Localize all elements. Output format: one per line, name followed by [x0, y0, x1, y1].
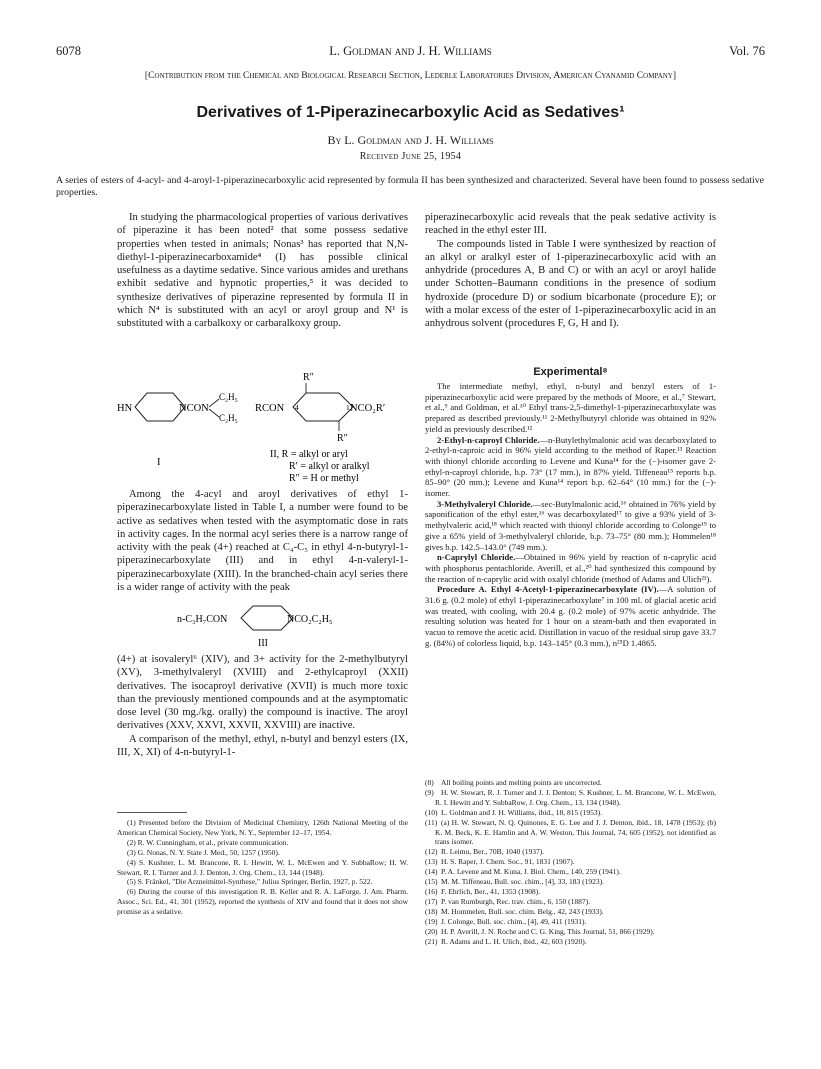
footnote-4: (4) S. Kushner, L. M. Brancone, R. I. Hewitt, W. L. McEwen and Y. SubbaRow; H. W. Stewart, R. I. Turner and J. J. Denton, J. Org. Chem., 13, 144 (1948). — [117, 857, 408, 877]
structure-II-n4: 4 — [295, 403, 299, 412]
reference-number: (20) — [425, 926, 438, 936]
reference-15 — [425, 877, 716, 887]
procedure-a-heading: Procedure A. Ethyl 4-Acetyl-1-piperazinecarboxylate (IV). — [437, 584, 659, 595]
reference-number: (15) — [425, 877, 438, 887]
reference-text: R. Adams and L. H. Ulich, ibid., 42, 603 (1920). — [441, 936, 587, 946]
received-date: Received June 25, 1954 — [359, 151, 462, 162]
procedure-a-paragraph — [425, 584, 716, 648]
reference-19 — [425, 917, 716, 927]
structure-II-r2: R″ = H or methyl — [289, 473, 359, 484]
structure-II-n1: 1 — [346, 403, 350, 412]
caprylyl-text: —Obtained in 96% yield by reaction of n-caprylic acid with phosphorus pentachloride. Averill, et al.,²⁰ had synthesized this compound by the reaction of n-caprylic acid with oxalyl chloride (method of Adams and Ulich²¹). — [425, 552, 716, 584]
reference-number: (14) — [425, 867, 438, 877]
reference-number: (16) — [425, 886, 438, 896]
structure-II-r1: R′ = alkyl or aralkyl — [289, 461, 370, 472]
structure-III-right: NCO₂C₂H₅ — [287, 614, 333, 625]
structure-I-ethyl-2: C₂H₅ — [219, 413, 238, 423]
structure-I-ethyl-1: C₂H₅ — [219, 392, 238, 402]
reference-number: (10) — [425, 807, 438, 817]
reference-text: P. van Rumburgh, Rec. trav. chim., 6, 150 (1887). — [441, 896, 590, 906]
methylvaleryl-heading: 3-Methylvaleryl Chloride. — [437, 498, 533, 509]
structure-I — [117, 392, 238, 468]
reference-number: (19) — [425, 916, 438, 926]
ethylcaproyl-text: —n-Butylethylmalonic acid was decarboxylated to 2-ethyl-n-caproic acid in 96% yield according to the method of Raper.¹³ Reaction with thionyl chloride according to Levene and Kuna¹⁴ for the (−)-isomer gave 2-ethyl-n-caproyl chloride, b.p. 73° (17 mm.), in 87% yield. Tiffeneau¹⁵ reports b.p. 85–90° (20 mm.); Levene and Kuna¹⁴ report b.p. 62–64° (10 mm.) for the (−)-isomer. — [425, 434, 717, 499]
structure-II-rcon: RCON — [255, 403, 285, 414]
reference-20 — [425, 927, 716, 937]
reference-number: (12) — [425, 847, 438, 857]
reference-number: (21) — [425, 936, 438, 946]
structure-III-label: III — [258, 638, 268, 649]
reference-14 — [425, 867, 716, 877]
experimental-intro: The intermediate methyl, ethyl, n-butyl and benzyl esters of 1-piperazinecarboxylic acid were prepared by the methods of Moore, et al.,⁷ Stewart, et al.,⁹ and Goldman, et al.¹⁰ Ethyl trans-2,5-dimethyl-1-piperazinecarboxylate was prepared as described previously.¹¹ 2-Methylbutyryl chloride was obtained in 92% yield as previously described.¹² — [425, 381, 716, 434]
methylvaleryl-text: —sec-Butylmalonic acid,¹⁶ obtained in 76% yield by saponification of the ethyl ester,¹⁶ was decarboxylated¹⁷ to give a 93% yield of 3-methylvaleric acid,¹⁸ which reacted with thionyl chloride according to Colonge¹⁹ to give a 65% yield of 3-methylvaleryl chloride, b.p. 73–75° (80 mm.); Hommelen¹⁸ gives b.p. 142.5–143.0° (749 mm.). — [425, 498, 716, 552]
reference-number: (17) — [425, 896, 438, 906]
footnote-3: (3) G. Nonas, N. Y. State J. Med., 50, 1257 (1950). — [127, 847, 280, 857]
abstract: A series of esters of 4-acyl- and 4-aroyl-1-piperazinecarboxylic acid represented by formula II has been synthesized and characterized. Several have been found to possess sedative properties. — [56, 175, 764, 198]
footnote-1: (1) Presented before the Division of Medicinal Chemistry, 126th National Meeting of the American Chemical Society, New York, N. Y., September 12–17, 1954. — [117, 818, 408, 837]
reference-number: (13) — [425, 857, 438, 867]
reference-11 — [425, 818, 716, 848]
reference-text: J. Colonge, Bull. soc. chim., [4], 49, 411 (1931). — [441, 916, 587, 926]
activity-paragraph: Among the 4-acyl and aroyl derivatives of ethyl 1-piperazinecarboxylate listed in Table I, a number were found to be active as sedatives when tested with the asymptomatic dose in rats in activity cages. In the normal acyl series there is a narrow range of activity with the peak (4+) reached at C₄-C₅ in ethyl 4-n-butyryl-1-piperazinecarboxylate (III) and in ethyl 4-n-valeryl-1-piperazinecarboxylate (XIII). In the branched-chain acyl series there is a wider range of activity with the peak — [117, 489, 408, 594]
byline: By L. Goldman and J. H. Williams — [327, 133, 494, 147]
footnotes-left — [117, 818, 408, 917]
reference-text: H. P. Averill, J. N. Roche and C. G. King, This Journal, 51, 866 (1929). — [441, 926, 655, 936]
structure-II-r-top: R″ — [303, 372, 314, 383]
experimental-heading: Experimental⁸ — [533, 366, 608, 378]
footnote-5: (5) S. Fränkel, "Die Arzneimittel-Synthese," Julius Springer, Berlin, 1927, p. 522. — [127, 877, 373, 887]
reference-text: M. Hommelen, Bull. soc. chim. Belg., 42, 243 (1933). — [441, 906, 604, 916]
ester-comparison-paragraph: A comparison of the methyl, ethyl, n-butyl and benzyl esters (IX, III, X, XI) of 4-n-butyryl-1- — [117, 733, 408, 759]
structure-I-ncon: NCON — [179, 403, 209, 414]
structure-I-hn: HN — [117, 403, 133, 414]
procedure-a-text: —A solution of 31.6 g. (0.2 mole) of ethyl 1-piperazinecarboxylate⁷ in 100 ml. of glacial acetic acid was treated, with cooling, with 20.4 g. (0.2 mole) of 97% acetic anhydride. The resulting solution was heated for 1 hour on a steam-bath and then evaporated in vacuo to remove the acetic acid. Distillation in vacuo of the residual sirup gave 33.7 g. (84%) of colorless liquid, b.p. 143–145° (0.3 mm.), n²⁵D 1.4865. — [425, 584, 716, 648]
page-number: 6078 — [56, 44, 81, 58]
right-column — [425, 211, 716, 331]
reference-17 — [425, 897, 716, 907]
reference-text: R. Leimu, Ber., 70B, 1040 (1937). — [441, 847, 545, 857]
structure-II-label: II, R = alkyl or aryl — [270, 449, 348, 460]
volume: Vol. 76 — [729, 44, 765, 58]
methylvaleryl-paragraph — [425, 499, 716, 553]
footnote-rule-left — [117, 812, 187, 813]
structure-III-left: n-C₃H₇CON — [177, 614, 228, 625]
footnote-2: (2) R. W. Cunningham, et al., private communication. — [127, 837, 289, 847]
ester-peak-paragraph: piperazinecarboxylic acid reveals that the peak sedative activity is reached in the ethyl ester III. — [425, 212, 716, 237]
caprylyl-heading: n-Caprylyl Chloride. — [437, 552, 516, 563]
reference-number: (8) — [425, 778, 434, 787]
ethylcaproyl-paragraph — [425, 435, 716, 499]
left-column-bottom — [117, 653, 408, 759]
reference-8 — [425, 778, 716, 788]
reference-12 — [425, 847, 716, 857]
reference-13 — [425, 857, 716, 867]
structure-II-nco2r: NCO₂R′ — [350, 403, 386, 414]
reference-number: (11) — [425, 817, 438, 827]
paper-title: Derivatives of 1-Piperazinecarboxylic Acid as Sedatives¹ — [196, 104, 625, 121]
reference-text: F. Ehrlich, Ber., 41, 1353 (1908). — [441, 886, 541, 896]
reference-number: (18) — [425, 906, 438, 916]
structure-III — [117, 600, 408, 652]
reference-number: (9) — [425, 787, 434, 797]
left-column — [117, 211, 408, 331]
reference-text: L. Goldman and J. H. Williams, ibid., 18, 815 (1953). — [441, 807, 603, 817]
ethylcaproyl-heading: 2-Ethyl-n-caproyl Chloride. — [437, 434, 540, 445]
reference-text: H. W. Stewart, R. J. Turner and J. J. Denton; S. Kushner, L. M. Brancone, W. L. McEwen, R. I. Hewitt and Y. SubbaRow, J. Org. Chem., 13, 134 (1948). — [435, 787, 716, 807]
experimental-section — [425, 381, 716, 649]
isovaleryl-paragraph: (4+) at isovaleryl⁶ (XIV), and 3+ activity for the 2-methylbutyryl (XV), 3-methylvaleryl (XVIII) and 2-ethylcaproyl (XXII) derivatives. The isocaproyl derivative (XVII) is much more toxic than the previously mentioned compounds and at the asymptomatic dose level (30 mg./kg. orally) the compound is inactive. The aroyl derivatives (XXV, XXVI, XXVII, XXVIII) are inactive. — [117, 654, 408, 732]
reference-16 — [425, 887, 716, 897]
reference-18 — [425, 907, 716, 917]
reference-text: H. S. Raper, J. Chem. Soc., 91, 1831 (1907). — [441, 857, 575, 867]
reference-9 — [425, 788, 716, 808]
structure-II — [255, 372, 385, 484]
intro-paragraph: In studying the pharmacological properties of various derivatives of piperazine it has been noted² that some possess sedative properties when tested in animals; Nonas³ has reported that N,N-diethyl-1-piperazinecarboxamide⁴ (I) has possible clinical usefulness as a daytime sedative. Since various amides and urethans exhibit sedative and hypnotic properties,⁵ it was decided to synthesize derivatives of piperazine represented by formula II in which N⁴ is substituted with an acyl or aroyl group and N¹ is substituted with a carbalkoxy or carbaralkoxy group. — [117, 212, 408, 330]
running-title: L. Goldman and J. H. Williams — [329, 44, 492, 58]
reference-10 — [425, 808, 716, 818]
structure-I-label: I — [157, 457, 161, 468]
caprylyl-paragraph — [425, 552, 716, 584]
contribution-line: [Contribution from the Chemical and Biological Research Section, Lederle Laboratories Division, American Cyanamid Company] — [144, 70, 677, 81]
footnote-6: (6) During the course of this investigation R. B. Keller and R. A. LaForge, J. Am. Pharm. Assoc., Sci. Ed., 41, 301 (1952), reported the synthesis of XIV and found that it does not show promise as a sedative. — [117, 887, 408, 917]
references-right — [425, 778, 716, 946]
structures-I-II — [117, 371, 417, 486]
synthesis-paragraph: The compounds listed in Table I were synthesized by reaction of an alkyl or aralkyl ester of 1-piperazinecarboxylic acid with an anhydride (procedures A, B and C) or with an acyl or aroyl halide under Schotten–Baumann conditions in the presence of sodium hydroxide (procedure D) or sodium bicarbonate (procedure E); or with a molar excess of the ester of 1-piperazinecarboxylic acid in an anhydrous solvent (procedures F, G, H and I). — [425, 238, 716, 330]
structure-II-r-bottom: R″ — [337, 433, 348, 444]
reference-text: (a) H. W. Stewart, N. Q. Quinones, E. G. Lee and J. J. Denton, ibid., 18, 1478 (1953); (b) K. M. Beck, K. E. Hamlin and A. W. Weston, This Journal, 74, 605 (1952), not identified as trans isomer. — [435, 817, 716, 847]
reference-text: P. A. Levene and M. Kuna, J. Biol. Chem., 140, 259 (1941). — [441, 867, 621, 877]
reference-text: All boiling points and melting points are uncorrected. — [441, 778, 602, 787]
reference-text: M. M. Tiffeneau, Bull. soc. chim., [4], 33, 183 (1923). — [441, 877, 604, 887]
left-column-continued — [117, 488, 408, 594]
reference-21 — [425, 937, 716, 947]
